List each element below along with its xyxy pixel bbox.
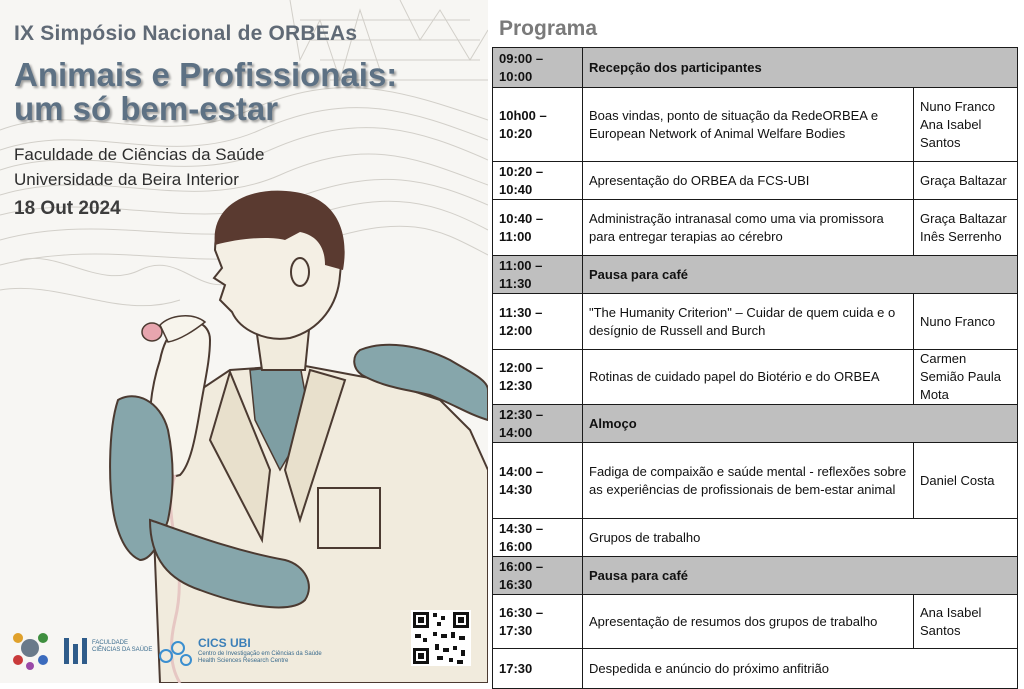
schedule-row [493, 595, 1018, 649]
schedule-activity: Fadiga de compaixão e saúde mental - reflexões sobre as experiências de profissionais de bem-estar animal [583, 443, 914, 519]
program-title: Programa [499, 17, 598, 40]
schedule-activity: Almoço [583, 405, 1018, 443]
schedule-activity: Pausa para café [583, 256, 1018, 294]
schedule-time: 12:00 – 12:30 [493, 350, 583, 405]
symposium-name: IX Simpósio Nacional de ORBEAs [14, 22, 358, 45]
partner-logos [8, 626, 488, 682]
cics-logo-name: CICS UBI [198, 636, 251, 650]
schedule-time: 14:30 – 16:00 [493, 519, 583, 557]
schedule-time: 10h00 – 10:20 [493, 88, 583, 162]
schedule-time: 10:20 – 10:40 [493, 162, 583, 200]
cics-logo-icon [158, 638, 194, 668]
fcs-logo-text: FACULDADE CIÊNCIAS DA SAÚDE [92, 640, 153, 653]
schedule-speaker: Nuno Franco [914, 294, 1018, 350]
schedule-row [493, 443, 1018, 519]
rat-ear [142, 323, 162, 341]
schedule-time: 10:40 – 11:00 [493, 200, 583, 256]
schedule-time: 11:30 – 12:00 [493, 294, 583, 350]
schedule-activity: Grupos de trabalho [583, 519, 1018, 557]
schedule-activity: Boas vindas, ponto de situação da RedeORBEA e European Network of Animal Welfare Bodies [583, 88, 914, 162]
schedule-time: 16:30 – 17:30 [493, 595, 583, 649]
poster-title-line1: Animais e Profissionais: [14, 56, 398, 93]
redeorbea-logo [10, 628, 50, 670]
schedule-row [493, 405, 1018, 443]
schedule-time: 09:00 – 10:00 [493, 48, 583, 88]
schedule-speaker: Nuno Franco Ana Isabel Santos [914, 88, 1018, 162]
schedule-row [493, 88, 1018, 162]
schedule-activity: Recepção dos participantes [583, 48, 1018, 88]
schedule-activity: Administração intranasal como uma via promissora para entregar terapias ao cérebro [583, 200, 914, 256]
schedule-speaker: Ana Isabel Santos [914, 595, 1018, 649]
university-name: Universidade da Beira Interior [14, 170, 239, 189]
schedule-row [493, 519, 1018, 557]
schedule-body [493, 48, 1018, 689]
schedule-activity: Despedida e anúncio do próximo anfitrião [583, 649, 1018, 689]
schedule-row [493, 162, 1018, 200]
cics-logo-subtitle: Centro de Investigação em Ciências da Saúde Health Sciences Research Centre [198, 651, 322, 664]
faculty-name: Faculdade de Ciências da Saúde [14, 145, 265, 164]
schedule-row [493, 48, 1018, 88]
schedule-row [493, 557, 1018, 595]
event-poster [0, 0, 488, 683]
schedule-time: 11:00 – 11:30 [493, 256, 583, 294]
schedule-activity: Rotinas de cuidado papel do Biotério e do ORBEA [583, 350, 914, 405]
schedule-time: 12:30 – 14:00 [493, 405, 583, 443]
schedule-row [493, 256, 1018, 294]
ear [291, 258, 309, 286]
schedule-row [493, 294, 1018, 350]
event-date: 18 Out 2024 [14, 198, 121, 219]
schedule-time: 17:30 [493, 649, 583, 689]
schedule-speaker: Graça Baltazar Inês Serrenho [914, 200, 1018, 256]
schedule-speaker: Carmen Semião Paula Mota [914, 350, 1018, 405]
schedule-activity: "The Humanity Criterion" – Cuidar de quem cuida e o desígnio de Russell and Burch [583, 294, 914, 350]
schedule-row [493, 350, 1018, 405]
schedule-row [493, 200, 1018, 256]
schedule-time: 16:00 – 16:30 [493, 557, 583, 595]
schedule-activity: Apresentação do ORBEA da FCS-UBI [583, 162, 914, 200]
schedule-speaker: Daniel Costa [914, 443, 1018, 519]
schedule-time: 14:00 – 14:30 [493, 443, 583, 519]
schedule-activity: Pausa para café [583, 557, 1018, 595]
schedule-activity: Apresentação de resumos dos grupos de trabalho [583, 595, 914, 649]
schedule-speaker: Graça Baltazar [914, 162, 1018, 200]
qr-code[interactable] [411, 610, 471, 666]
poster-title-line2: um só bem-estar [14, 90, 279, 127]
program-schedule-table [492, 47, 1018, 689]
